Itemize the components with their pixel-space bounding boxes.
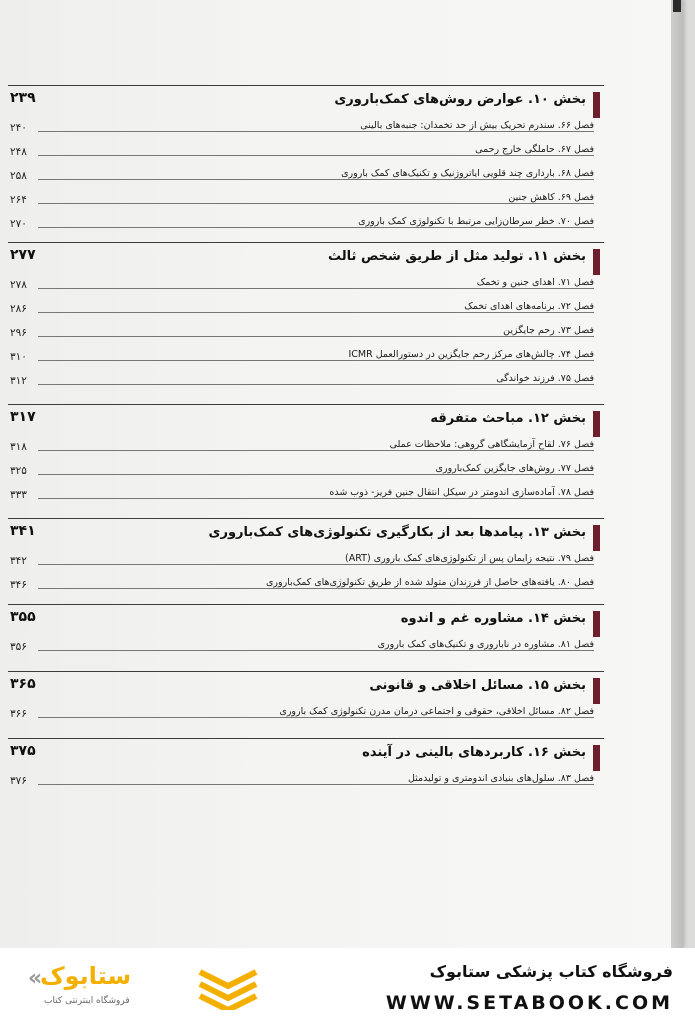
leader-line (38, 784, 594, 785)
toc-row (8, 702, 604, 726)
toc-section (8, 404, 604, 507)
toc-row (8, 459, 604, 483)
leader-line (38, 588, 594, 589)
toc-section (8, 242, 604, 393)
toc-row (8, 345, 604, 369)
leader-line (38, 650, 594, 651)
chapter-page-number: ۳۳۳ (10, 489, 27, 501)
chapter-page-number: ۳۷۶ (10, 775, 27, 787)
toc-row (8, 435, 604, 459)
chapter-page-number: ۳۴۶ (10, 579, 27, 591)
page-edge-shadow (671, 0, 683, 948)
chapter-title: فصل ۷۰. خطر سرطان‌زایی مرتبط با تکنولوژی کمک باروری (358, 216, 594, 227)
chapter-page-number: ۳۱۸ (10, 441, 27, 453)
chapter-page-number: ۲۶۴ (10, 194, 27, 206)
leader-line (38, 227, 594, 228)
toc-row (8, 273, 604, 297)
leader-line (38, 384, 594, 385)
page-corner-mark (673, 0, 681, 12)
toc-section (8, 85, 604, 236)
toc-row (8, 297, 604, 321)
chapter-page-number: ۳۲۵ (10, 465, 27, 477)
section-marker-bar (593, 745, 600, 771)
double-chevron-icon: « (28, 966, 43, 991)
section-header (8, 85, 604, 116)
toc-row (8, 321, 604, 345)
leader-line (38, 360, 594, 361)
toc-row (8, 140, 604, 164)
chapter-page-number: ۲۴۸ (10, 146, 27, 158)
section-title: بخش ۱۳. پیامدها بعد از بکارگیری تکنولوژی‌های کمک‌باروری (208, 525, 586, 540)
chapter-title: فصل ۶۹. کاهش جنین (508, 192, 594, 203)
leader-line (38, 498, 594, 499)
leader-line (38, 717, 594, 718)
store-title: فروشگاه کتاب پزشکی ستابوک (429, 962, 673, 981)
store-url[interactable]: WWW.SETABOOK.COM (385, 992, 673, 1014)
section-page-number: ۲۳۹ (10, 90, 36, 106)
section-title: بخش ۱۴. مشاوره غم و اندوه (400, 611, 586, 626)
chapter-title: فصل ۸۳. سلول‌های بنیادی اندومتری و تولیدمثل (407, 773, 594, 784)
chapter-title: فصل ۶۶. سندرم تحریک بیش از حد تخمدان: جنبه‌های بالینی (360, 120, 594, 131)
section-page-number: ۲۷۷ (10, 247, 36, 263)
toc-row (8, 573, 604, 597)
chapter-page-number: ۲۷۸ (10, 279, 27, 291)
chapter-title: فصل ۷۹. نتیجه زایمان پس از تکنولوژی‌های کمک باروری (ART) (345, 553, 594, 564)
chapter-title: فصل ۷۲. برنامه‌های اهدای تخمک (464, 301, 594, 312)
section-marker-bar (593, 525, 600, 551)
chapter-page-number: ۳۴۲ (10, 555, 27, 567)
toc-row (8, 116, 604, 140)
section-marker-bar (593, 611, 600, 637)
store-logo-subtitle: فروشگاه اینترنتی کتاب (44, 996, 130, 1006)
chapter-title: فصل ۶۷. حاملگی خارج رحمی (475, 144, 594, 155)
store-footer (0, 948, 695, 1024)
chapter-title: فصل ۷۵. فرزند خواندگی (496, 373, 594, 384)
section-title: بخش ۱۵. مسائل اخلاقی و قانونی (369, 678, 586, 693)
chapter-title: فصل ۸۱. مشاوره در ناباروری و تکنیک‌های کمک باروری (377, 639, 594, 650)
chapter-title: فصل ۸۲. مسائل اخلاقی، حقوقی و اجتماعی درمان مدرن تکنولوژی کمک باروری (279, 706, 594, 717)
section-page-number: ۳۵۵ (10, 609, 36, 625)
toc-row (8, 483, 604, 507)
chapter-title: فصل ۷۳. رحم جایگزین (503, 325, 594, 336)
chapter-page-number: ۳۶۶ (10, 708, 27, 720)
leader-line (38, 312, 594, 313)
leader-line (38, 450, 594, 451)
section-marker-bar (593, 249, 600, 275)
section-marker-bar (593, 678, 600, 704)
chapter-title: فصل ۷۶. لقاح آزمایشگاهی گروهی: ملاحظات عملی (389, 439, 594, 450)
chapter-title: فصل ۶۸. بارداری چند قلویی ایاتروژنیک و تکنیک‌های کمک باروری (341, 168, 594, 179)
leader-line (38, 288, 594, 289)
chapter-title: فصل ۷۱. اهدای جنین و تخمک (476, 277, 594, 288)
leader-line (38, 131, 594, 132)
section-page-number: ۳۱۷ (10, 409, 36, 425)
section-marker-bar (593, 92, 600, 118)
section-title: بخش ۱۶. کاربردهای بالینی در آینده (362, 745, 586, 760)
toc-row (8, 769, 604, 793)
toc-row (8, 188, 604, 212)
chapter-title: فصل ۷۸. آماده‌سازی اندومتر در سیکل انتقال جنین فریز- ذوب شده (329, 487, 594, 498)
toc-row (8, 549, 604, 573)
toc-section (8, 604, 604, 659)
chapter-page-number: ۳۵۶ (10, 641, 27, 653)
leader-line (38, 179, 594, 180)
section-title: بخش ۱۰. عوارض روش‌های کمک‌باروری (334, 92, 586, 107)
toc-row (8, 635, 604, 659)
section-header (8, 404, 604, 435)
chapter-page-number: ۲۷۰ (10, 218, 27, 230)
chapter-title: فصل ۸۰. یافته‌های حاصل از فرزندان متولد شده از طریق تکنولوژی‌های کمک‌باروری (265, 577, 594, 588)
leader-line (38, 474, 594, 475)
chapter-title: فصل ۷۴. چالش‌های مرکز رحم جایگزین در دستورالعمل ICMR (348, 349, 594, 360)
toc-section (8, 738, 604, 793)
section-header (8, 242, 604, 273)
section-header (8, 604, 604, 635)
leader-line (38, 564, 594, 565)
stacked-chevron-logo-icon (196, 968, 260, 1010)
leader-line (38, 336, 594, 337)
chapter-page-number: ۳۱۲ (10, 375, 27, 387)
section-marker-bar (593, 411, 600, 437)
toc-row (8, 212, 604, 236)
toc-row (8, 164, 604, 188)
chapter-page-number: ۲۹۶ (10, 327, 27, 339)
chapter-page-number: ۲۸۶ (10, 303, 27, 315)
leader-line (38, 203, 594, 204)
toc-section (8, 671, 604, 726)
section-page-number: ۳۷۵ (10, 743, 36, 759)
section-header (8, 738, 604, 769)
section-title: بخش ۱۱. تولید مثل از طریق شخص ثالث (328, 249, 586, 264)
toc-row (8, 369, 604, 393)
chapter-page-number: ۲۴۰ (10, 122, 27, 134)
chapter-page-number: ۳۱۰ (10, 351, 27, 363)
section-header (8, 671, 604, 702)
section-page-number: ۳۶۵ (10, 676, 36, 692)
section-page-number: ۳۴۱ (10, 523, 36, 539)
section-header (8, 518, 604, 549)
chapter-page-number: ۲۵۸ (10, 170, 27, 182)
store-logo-text: ستابوک (40, 962, 132, 990)
section-title: بخش ۱۲. مباحث متفرقه (430, 411, 586, 426)
toc-section (8, 518, 604, 597)
leader-line (38, 155, 594, 156)
chapter-title: فصل ۷۷. روش‌های جایگزین کمک‌باروری (435, 463, 594, 474)
